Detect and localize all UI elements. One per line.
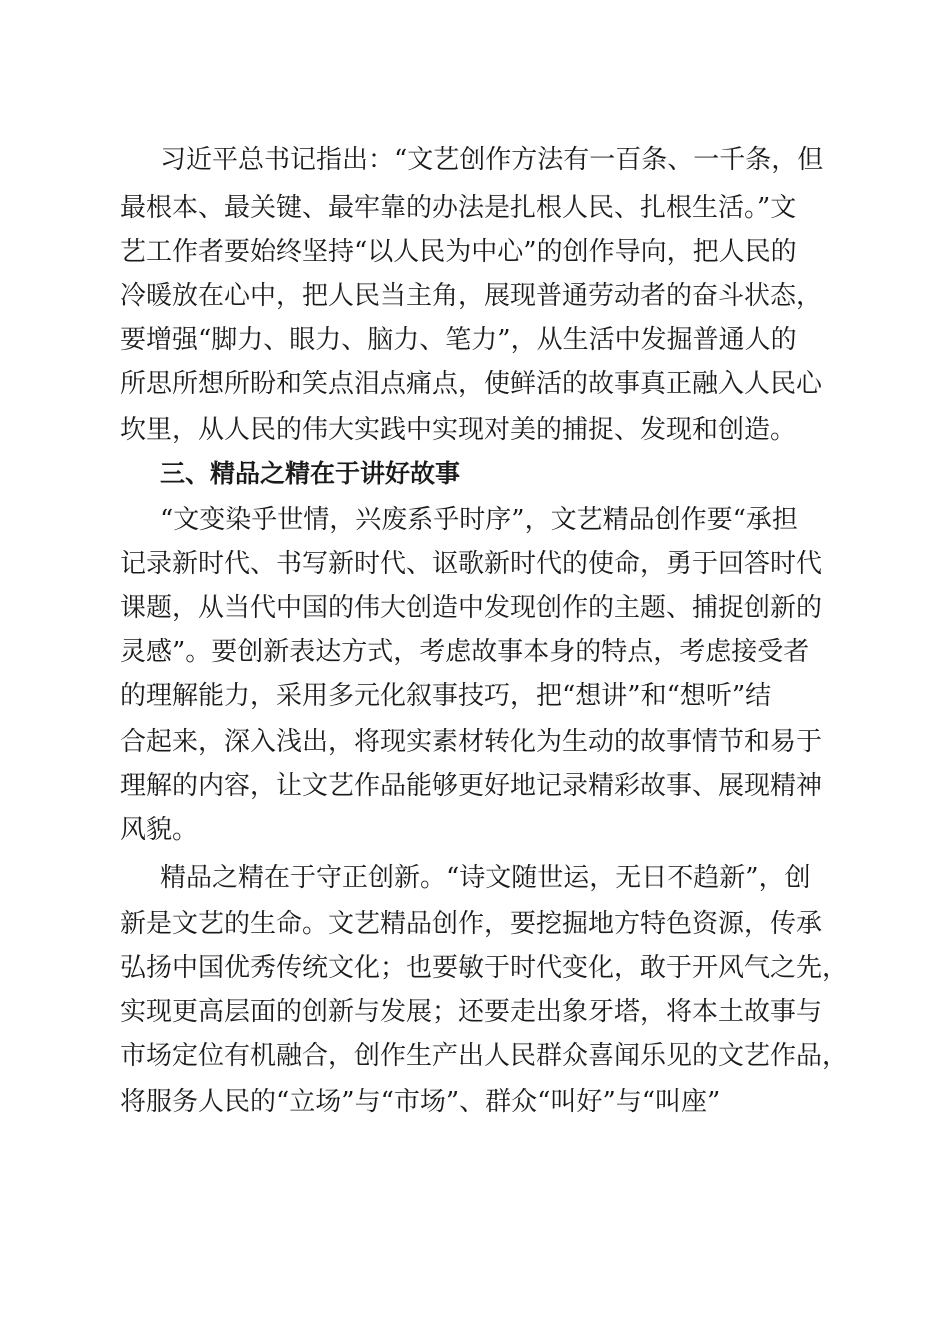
text-line: 实现更高层面的创新与发展；还要走出象牙塔，将本土故事与	[120, 997, 823, 1027]
text-line: 新是文艺的生命。文艺精品创作，要挖掘地方特色资源，传承	[120, 909, 823, 939]
text-line: 将服务人民的“立场”与“市场”、群众“叫好”与“叫座”	[120, 1087, 721, 1117]
section-heading: 三、精品之精在于讲好故事	[160, 459, 461, 488]
text-line: 最根本、最关键、最牢靠的办法是扎根人民、扎根生活。”文	[120, 193, 797, 223]
text-line: 冷暖放在心中，把人民当主角，展现普通劳动者的奋斗状态，	[120, 281, 823, 311]
text-line: 要增强“脚力、眼力、脑力、笔力”，从生活中发掘普通人的	[120, 325, 797, 355]
text-line: 的理解能力，采用多元化叙事技巧，把“想讲”和“想听”结	[120, 681, 772, 711]
text-line: 风貌。	[120, 815, 199, 845]
text-line: 所思所想所盼和笑点泪点痛点，使鲜活的故事真正融入人民心	[120, 369, 823, 399]
text-line: “文变染乎世情，兴废系乎时序”，文艺精品创作要“承担	[160, 505, 798, 535]
text-line: 艺工作者要始终坚持“以人民为中心”的创作导向，把人民的	[120, 237, 797, 267]
text-line: 理解的内容，让文艺作品能够更好地记录精彩故事、展现精神	[120, 771, 823, 801]
text-line: 市场定位有机融合，创作生产出人民群众喜闻乐见的文艺作品，	[120, 1041, 849, 1071]
text-line: 精品之精在于守正创新。“诗文随世运，无日不趋新”，创	[160, 863, 811, 893]
text-line: 课题，从当代中国的伟大创造中发现创作的主题、捕捉创新的	[120, 593, 823, 623]
text-line: 灵感”。要创新表达方式，考虑故事本身的特点，考虑接受者	[120, 637, 810, 667]
text-line: 习近平总书记指出：“文艺创作方法有一百条、一千条，但	[160, 145, 824, 175]
text-line: 合起来，深入浅出，将现实素材转化为生动的故事情节和易于	[120, 727, 823, 757]
text-line: 弘扬中国优秀传统文化；也要敏于时代变化，敢于开风气之先，	[120, 953, 849, 983]
text-line: 坎里，从人民的伟大实践中实现对美的捕捉、发现和创造。	[120, 415, 797, 445]
text-line: 记录新时代、书写新时代、讴歌新时代的使命，勇于回答时代	[120, 549, 823, 579]
